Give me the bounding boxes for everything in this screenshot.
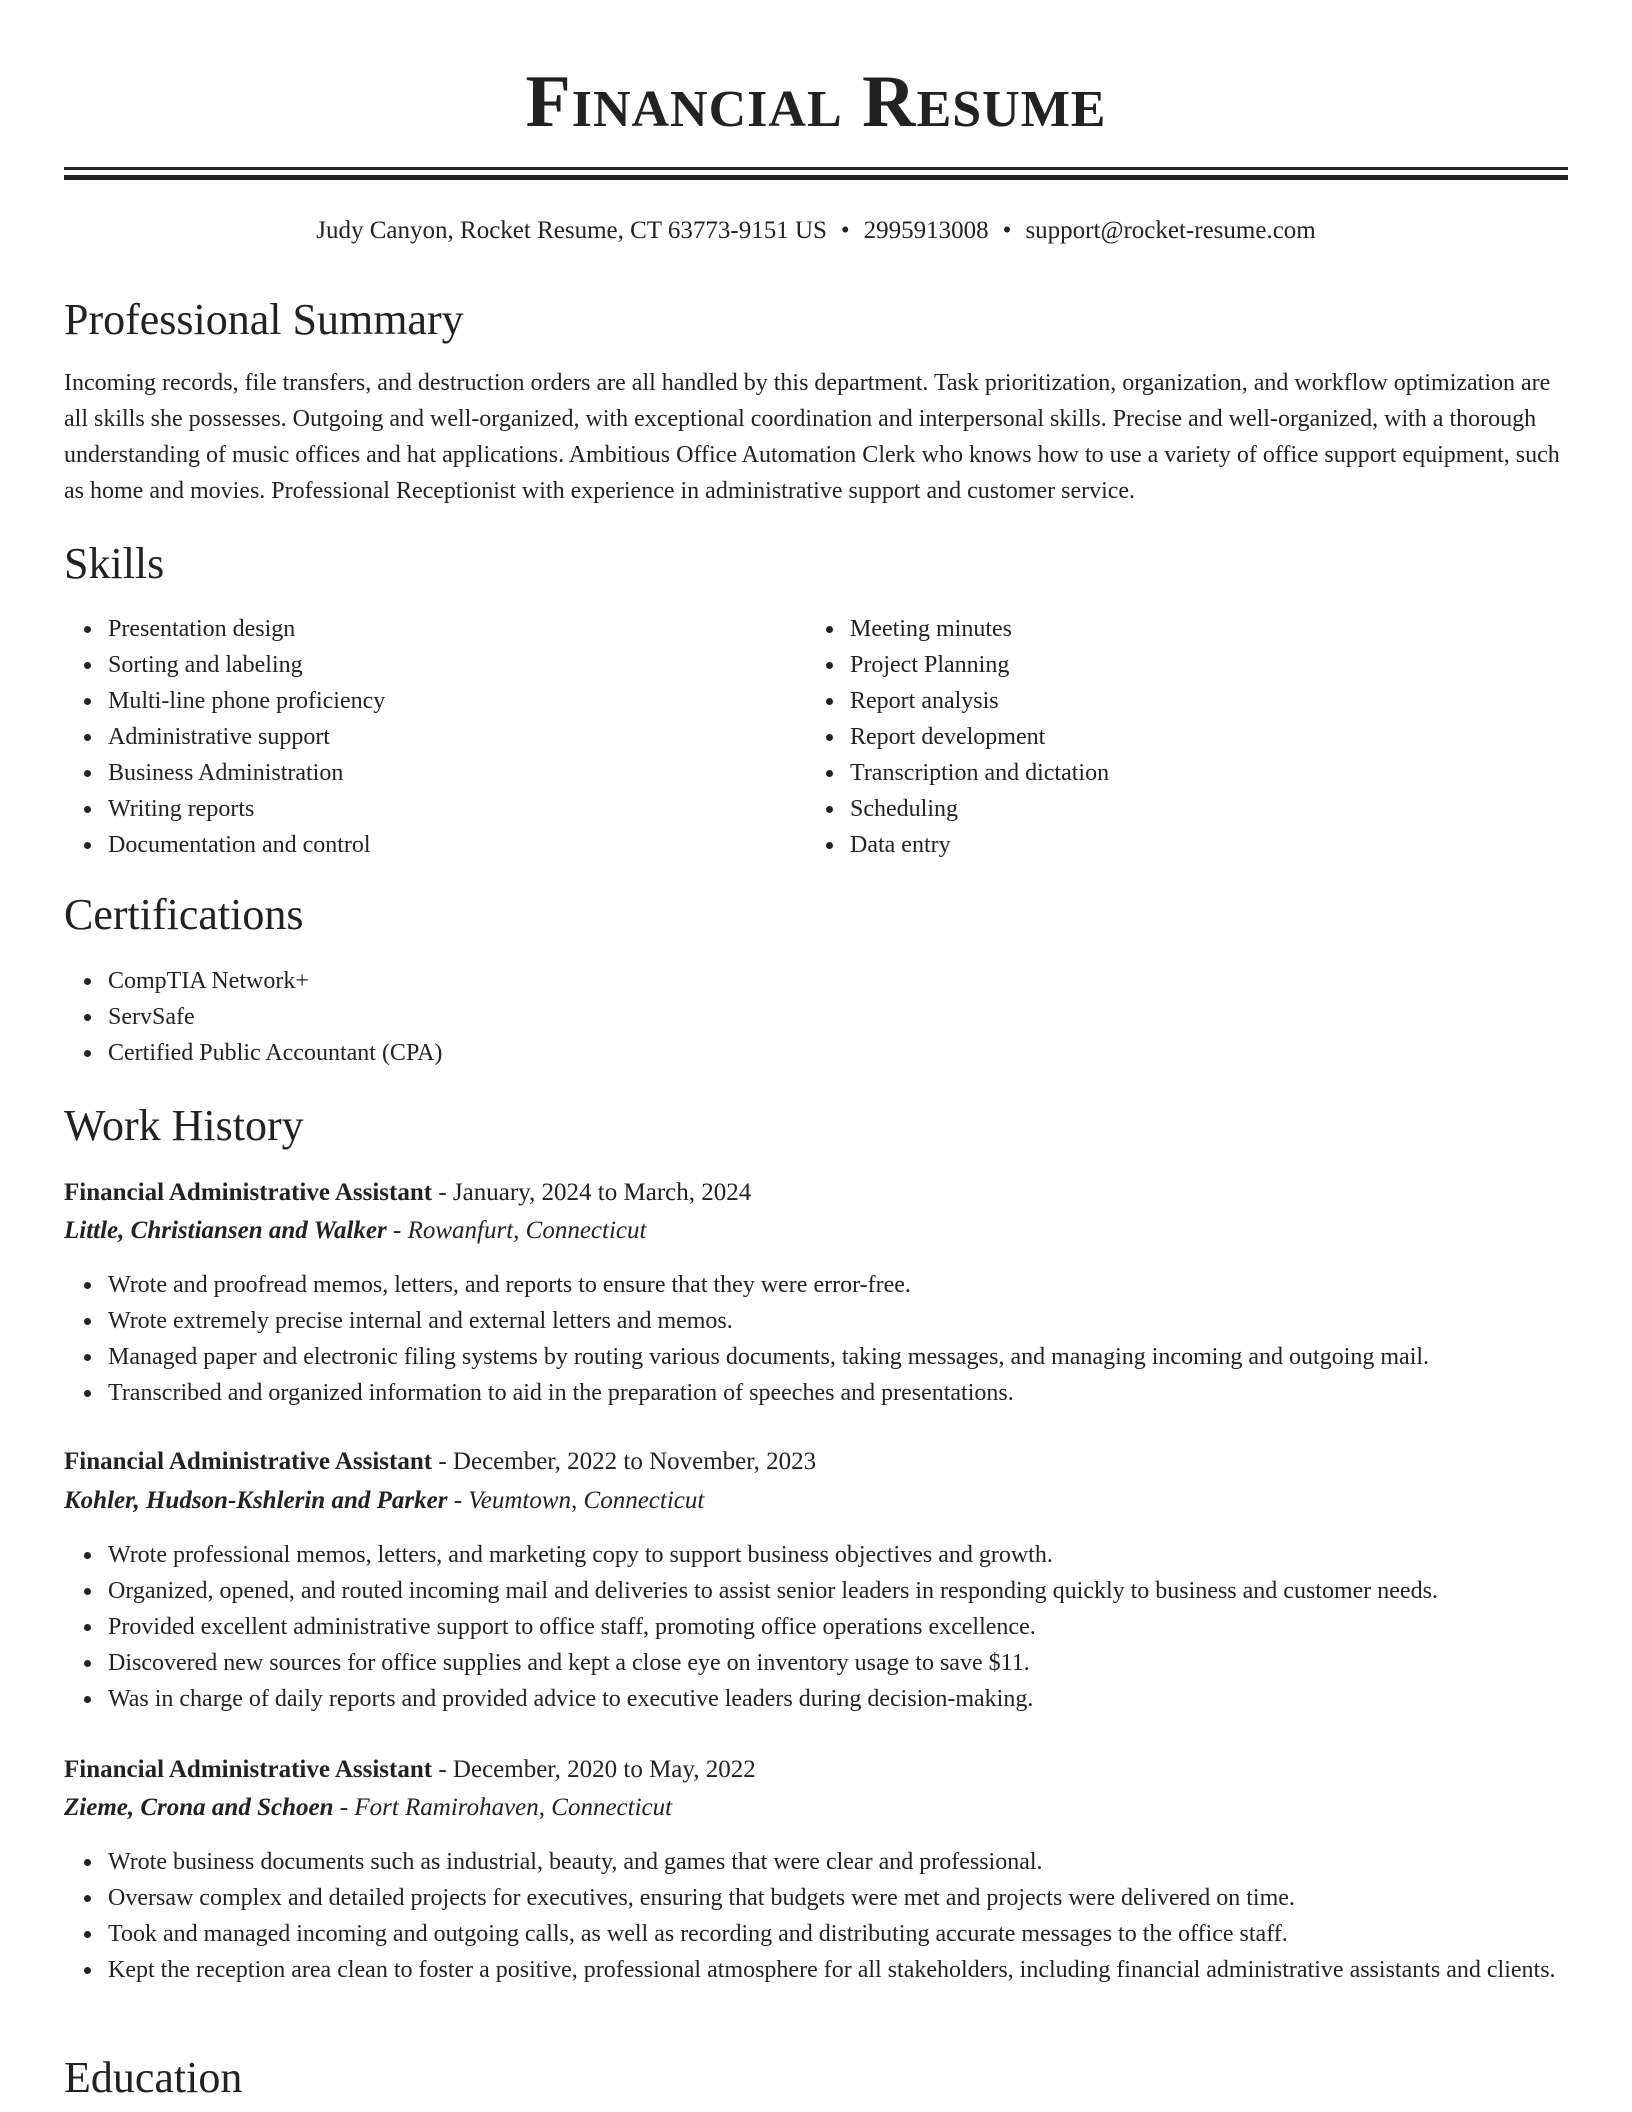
skill-item: Project Planning xyxy=(850,647,1550,683)
job-header: Financial Administrative Assistant - December, 2022 to November, 2023 xyxy=(64,1448,817,1475)
certification-item: Certified Public Accountant (CPA) xyxy=(108,1035,1568,1071)
job-bullet: Oversaw complex and detailed projects for executives, ensuring that budgets were met and projects were delivered on time. xyxy=(108,1880,1598,1916)
skills-list-right xyxy=(806,611,1550,863)
skill-item: Documentation and control xyxy=(108,827,808,863)
job-employer: Kohler, Hudson-Kshlerin and Parker - Veumtown, Connecticut xyxy=(64,1487,705,1514)
skill-item: Administrative support xyxy=(108,719,808,755)
skills-list-left xyxy=(64,611,808,863)
job-bullet: Kept the reception area clean to foster a positive, professional atmosphere for all stakeholders, including financial administrative assistants and clients. xyxy=(108,1952,1598,1988)
contact-phone: 2995913008 xyxy=(863,217,989,244)
job-bullet: Organized, opened, and routed incoming mail and deliveries to assist senior leaders in responding quickly to business and customer needs. xyxy=(108,1573,1568,1609)
certifications-heading: Certifications xyxy=(64,890,304,939)
skill-item: Presentation design xyxy=(108,611,808,647)
contact-line xyxy=(0,213,1632,249)
skill-item: Report analysis xyxy=(850,683,1550,719)
skill-item: Report development xyxy=(850,719,1550,755)
job-dates: January, 2024 to March, 2024 xyxy=(452,1179,752,1206)
title-rule-thin xyxy=(64,167,1568,170)
job-dates: December, 2020 to May, 2022 xyxy=(452,1756,756,1783)
skill-item: Sorting and labeling xyxy=(108,647,808,683)
job-bullets xyxy=(64,1537,1568,1717)
job-role: Financial Administrative Assistant xyxy=(64,1179,433,1206)
job-bullet: Wrote professional memos, letters, and marketing copy to support business objectives and growth. xyxy=(108,1537,1568,1573)
title-rule-thick xyxy=(64,175,1568,180)
contact-email: support@rocket-resume.com xyxy=(1025,217,1316,244)
skill-item: Transcription and dictation xyxy=(850,755,1550,791)
job-location: Fort Ramirohaven, Connecticut xyxy=(354,1794,673,1821)
job-bullet: Discovered new sources for office supplies and kept a close eye on inventory usage to save $11. xyxy=(108,1645,1568,1681)
job-dates: December, 2022 to November, 2023 xyxy=(452,1448,817,1475)
job-location: Veumtown, Connecticut xyxy=(468,1487,705,1514)
job-employer: Little, Christiansen and Walker - Rowanfurt, Connecticut xyxy=(64,1217,647,1244)
job-bullet: Took and managed incoming and outgoing calls, as well as recording and distributing accurate messages to the office staff. xyxy=(108,1916,1598,1952)
job-bullet: Was in charge of daily reports and provided advice to executive leaders during decision-making. xyxy=(108,1681,1568,1717)
skill-item: Business Administration xyxy=(108,755,808,791)
job-bullets xyxy=(64,1844,1598,1988)
skill-item: Writing reports xyxy=(108,791,808,827)
certification-item: CompTIA Network+ xyxy=(108,963,1568,999)
job-employer: Zieme, Crona and Schoen - Fort Ramirohaven, Connecticut xyxy=(64,1794,673,1821)
job-bullet: Wrote extremely precise internal and external letters and memos. xyxy=(108,1303,1568,1339)
job-header: Financial Administrative Assistant - December, 2020 to May, 2022 xyxy=(64,1756,756,1783)
contact-separator: • xyxy=(840,217,850,244)
job-location: Rowanfurt, Connecticut xyxy=(407,1217,647,1244)
skill-item: Multi-line phone proficiency xyxy=(108,683,808,719)
job-bullet: Wrote and proofread memos, letters, and reports to ensure that they were error-free. xyxy=(108,1267,1568,1303)
job-role: Financial Administrative Assistant xyxy=(64,1756,433,1783)
summary-text: Incoming records, file transfers, and destruction orders are all handled by this department. Task prioritization, organization, and workflow optimization are all skills she possesses. Outgoing and well-organized, with exceptional coordination and interpersonal skills. Precise and well-organized, with a thorough understanding of music offices and hat applications. Ambitious Office Automation Clerk who knows how to use a variety of office support equipment, such as home and movies. Professional Receptionist with experience in administrative support and customer service. xyxy=(64,370,1560,504)
job-company: Kohler, Hudson-Kshlerin and Parker xyxy=(64,1487,448,1514)
job-bullet: Transcribed and organized information to aid in the preparation of speeches and presentations. xyxy=(108,1375,1568,1411)
work-history-heading: Work History xyxy=(64,1101,304,1150)
job-bullet: Wrote business documents such as industrial, beauty, and games that were clear and professional. xyxy=(108,1844,1598,1880)
skill-item: Scheduling xyxy=(850,791,1550,827)
job-bullet: Provided excellent administrative support to office staff, promoting office operations excellence. xyxy=(108,1609,1568,1645)
education-heading: Education xyxy=(64,2053,243,2102)
job-company: Zieme, Crona and Schoen xyxy=(64,1794,334,1821)
certifications-list xyxy=(64,963,1568,1071)
contact-separator: • xyxy=(1002,217,1012,244)
skill-item: Data entry xyxy=(850,827,1550,863)
contact-address: Judy Canyon, Rocket Resume, CT 63773-9151 US xyxy=(316,217,827,244)
job-header: Financial Administrative Assistant - January, 2024 to March, 2024 xyxy=(64,1179,752,1206)
job-bullets xyxy=(64,1267,1568,1411)
skill-item: Meeting minutes xyxy=(850,611,1550,647)
job-role: Financial Administrative Assistant xyxy=(64,1448,433,1475)
certification-item: ServSafe xyxy=(108,999,1568,1035)
skills-heading: Skills xyxy=(64,539,165,588)
summary-heading: Professional Summary xyxy=(64,295,464,344)
job-company: Little, Christiansen and Walker xyxy=(64,1217,387,1244)
job-bullet: Managed paper and electronic filing systems by routing various documents, taking messages, and managing incoming and outgoing mail. xyxy=(108,1339,1568,1375)
resume-title: Financial Resume xyxy=(525,61,1107,143)
